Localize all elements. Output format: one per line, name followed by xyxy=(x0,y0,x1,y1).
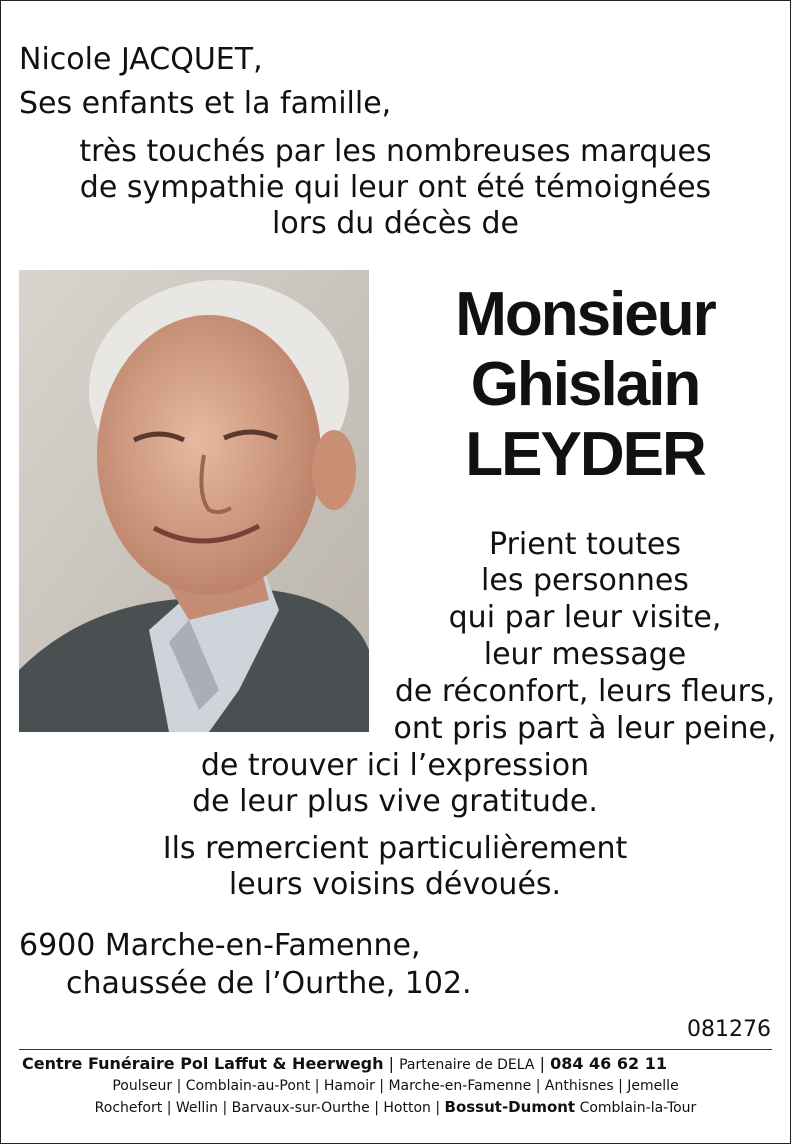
intro-line-1: très touchés par les nombreuses marques xyxy=(79,134,712,169)
footer-separator: | xyxy=(388,1054,394,1073)
footer-partner: Partenaire de DELA xyxy=(399,1057,535,1073)
footer-divider xyxy=(19,1049,772,1050)
footer-locations-2: Rochefort | Wellin | Barvaux-sur-Ourthe | Hotton | xyxy=(94,1100,441,1116)
footer-company-name: Centre Funéraire Pol Laffut & Heerwegh xyxy=(22,1054,384,1073)
footer-separator: | xyxy=(539,1054,545,1073)
footer-locations-line-2 xyxy=(0,1097,791,1118)
reference-number: 081276 xyxy=(687,1017,771,1042)
intro-line-3: lors du décès de xyxy=(272,206,519,241)
portrait-photo xyxy=(19,270,369,732)
address-line-1: 6900 Marche-en-Famenne, xyxy=(19,928,421,963)
footer-company-line xyxy=(22,1053,667,1076)
message-line-5: de réconfort, leurs fleurs, xyxy=(394,674,776,709)
footer-phone: 084 46 62 11 xyxy=(550,1054,667,1073)
footer-branch-location: Comblain-la-Tour xyxy=(579,1100,697,1116)
header-line-1: Nicole JACQUET, xyxy=(19,42,263,77)
portrait-illustration xyxy=(19,270,369,732)
deceased-first-name: Ghislain xyxy=(470,350,700,419)
address-line-2: chaussée de l’Ourthe, 102. xyxy=(66,966,472,1001)
message-line-10: leurs voisins dévoués. xyxy=(228,867,562,902)
message-line-7: de trouver ici l’expression xyxy=(200,748,590,783)
message-line-3: qui par leur visite, xyxy=(448,600,722,635)
footer-branch-name: Bossut-Dumont xyxy=(444,1098,576,1116)
message-line-8: de leur plus vive gratitude. xyxy=(192,784,598,819)
message-line-4: leur message xyxy=(483,637,687,672)
header-line-2: Ses enfants et la famille, xyxy=(19,86,392,121)
deceased-title: Monsieur xyxy=(455,280,715,349)
message-line-6: ont pris part à leur peine, xyxy=(393,711,777,746)
intro-line-2: de sympathie qui leur ont été témoignées xyxy=(79,170,712,205)
message-line-2: les personnes xyxy=(481,563,689,598)
message-line-9: Ils remercient particulièrement xyxy=(162,831,628,866)
footer-locations-1: Poulseur | Comblain-au-Pont | Hamoir | Marche-en-Famenne | Anthisnes | Jemelle xyxy=(112,1078,679,1094)
message-line-1: Prient toutes xyxy=(489,527,681,562)
deceased-last-name: LEYDER xyxy=(465,420,705,489)
